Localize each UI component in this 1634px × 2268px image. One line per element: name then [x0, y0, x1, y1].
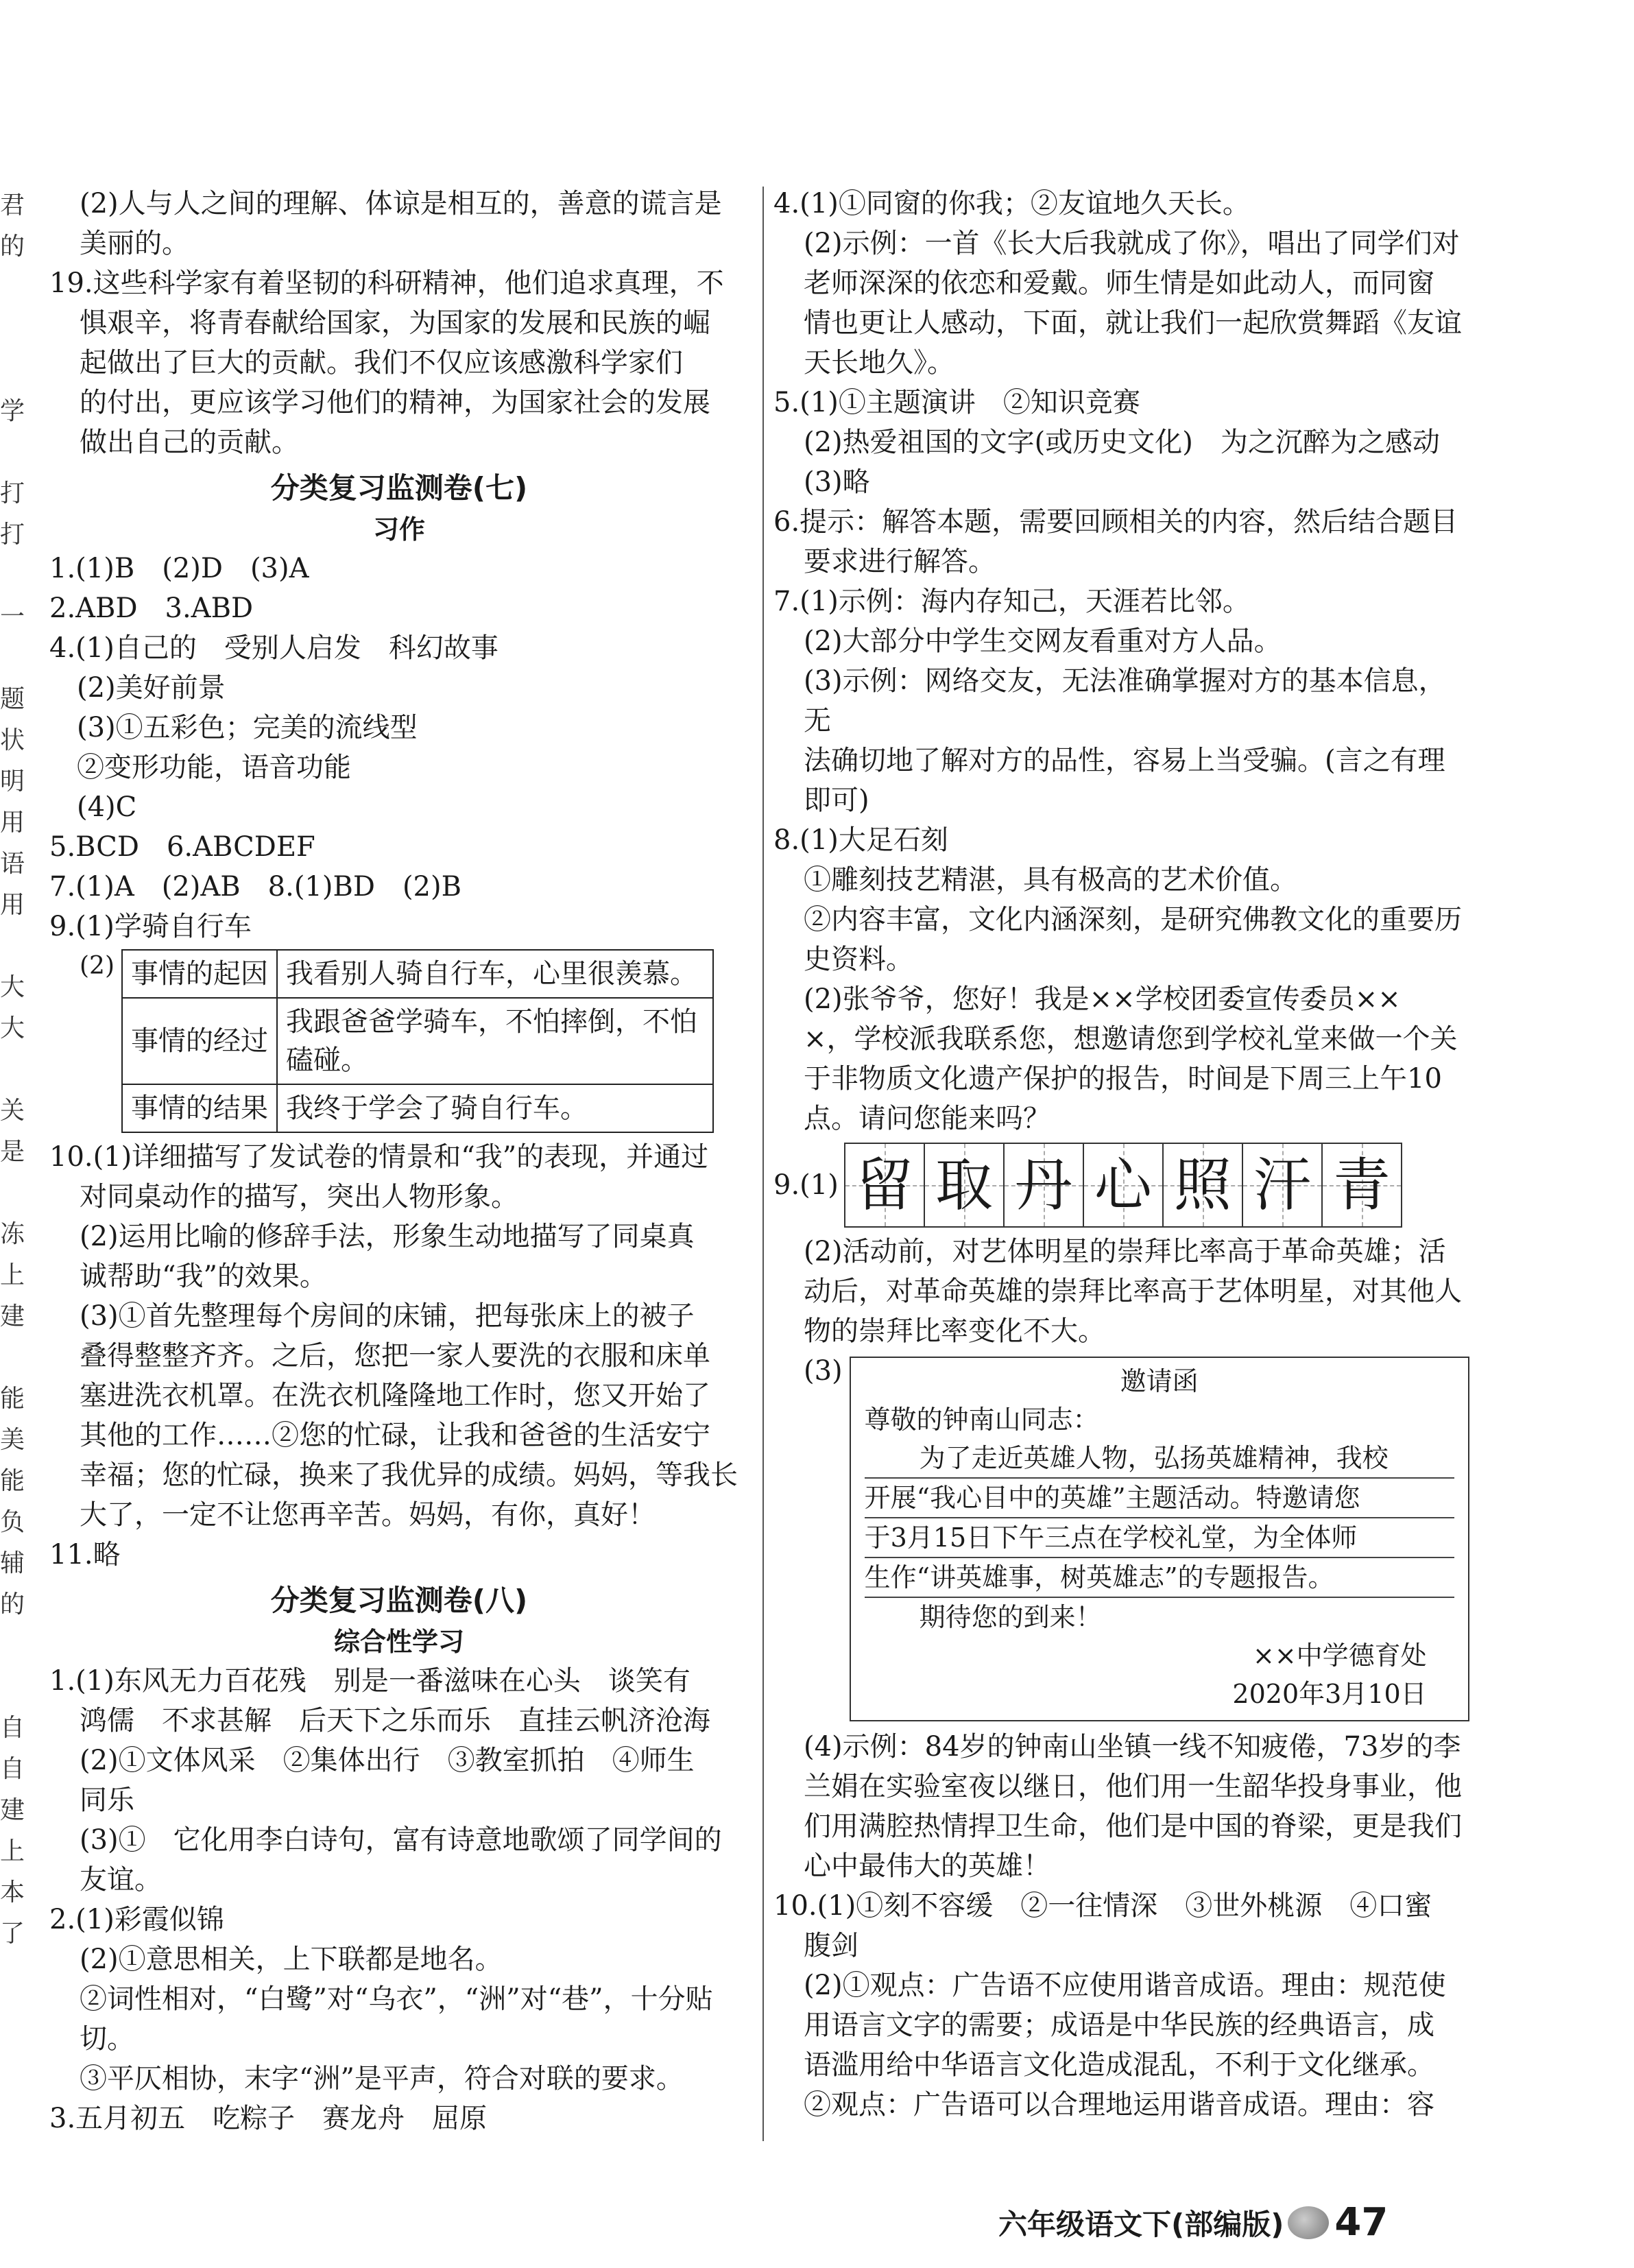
gutter-char: 上: [0, 1261, 25, 1289]
q9-prefix: 9.(1): [773, 1169, 839, 1201]
gutter-char: 冻: [0, 1220, 25, 1248]
text-line: 1.(1)东风无力百花残 别是一番滋味在心头 谈笑有: [49, 1665, 690, 1697]
text-line: 物的崇拜比率变化不大。: [804, 1315, 1105, 1347]
text-line: ③平仄相协，末字“洲”是平声，符合对联的要求。: [80, 2063, 684, 2094]
table-cell-value: 我看别人骑自行车，心里很羡慕。: [277, 950, 713, 998]
text-line: 法确切地了解对方的品性，容易上当受骗。(言之有理: [804, 745, 1445, 776]
text-line: ②变形功能，语音功能: [49, 752, 351, 783]
text-line: 11.略: [49, 1539, 121, 1571]
left-column: [49, 184, 749, 2138]
text-line: (2)美好前景: [49, 672, 226, 704]
table-cell-key: 事情的经过: [122, 998, 277, 1084]
table-cell-key: 事情的结果: [122, 1084, 277, 1132]
text-line: 7.(1)A (2)AB 8.(1)BD (2)B: [49, 871, 461, 903]
letter-line: 生作“讲英雄事，树英雄志”的专题报告。: [865, 1558, 1454, 1598]
text-line: 做出自己的贡献。: [80, 427, 299, 458]
gutter-char: 负: [0, 1508, 25, 1536]
gutter-char: 辅: [0, 1549, 25, 1577]
gutter-char: 打: [0, 521, 25, 549]
section-7-title: 分类复习监测卷(七): [270, 471, 528, 505]
gutter-char: 的: [0, 232, 25, 261]
gutter-char: 大: [0, 973, 25, 1001]
gutter-char: 关: [0, 1097, 25, 1125]
gutter-char: [0, 1625, 34, 1667]
letter-greeting: 尊敬的钟南山同志：: [864, 1405, 1099, 1435]
publisher-logo-icon: [1288, 2206, 1329, 2239]
text-line: 9.(1)学骑自行车: [49, 911, 252, 942]
gutter-char: [0, 432, 34, 473]
text-line: ②观点：广告语可以合理地运用谐音成语。理由：容: [804, 2089, 1434, 2121]
text-line: 10.(1)①刻不容缓 ②一往情深 ③世外桃源 ④口蜜: [773, 1890, 1432, 1922]
text-line: 心中最伟大的英雄！: [804, 1850, 1050, 1882]
text-line: 动后，对革命英雄的崇拜比率高于艺体明星，对其他人: [804, 1276, 1462, 1307]
gutter-char: [0, 556, 34, 597]
text-line: ②词性相对，“白鹭”对“乌衣”，“洲”对“巷”，十分贴切。: [80, 1983, 713, 2055]
gutter-char: 学: [0, 397, 25, 425]
table-cell-value: 我终于学会了骑自行车。: [277, 1084, 713, 1132]
text-line: 史资料。: [804, 944, 913, 975]
grid-char: 取: [935, 1151, 993, 1219]
text-line: 5.(1)①主题演讲 ②知识竞赛: [773, 387, 1140, 418]
grid-cell: [925, 1144, 1005, 1226]
letter-sender: ××中学德育处: [1252, 1640, 1427, 1671]
gutter-char: 状: [0, 726, 25, 754]
gutter-text: [0, 185, 34, 1955]
letter-line: 于3月15日下午三点在学校礼堂，为全体师: [865, 1518, 1454, 1558]
table-row: [122, 1084, 713, 1132]
text-line: (3)①五彩色；完美的流线型: [49, 712, 418, 743]
text-line: 美丽的。: [80, 228, 189, 259]
page-footer: [998, 2200, 1388, 2245]
gutter-char: 的: [0, 1590, 25, 1619]
gutter-char: 能: [0, 1385, 25, 1413]
footer-label: 六年级语文下(部编版): [998, 2207, 1284, 2241]
text-line: 19.这些科学家有着坚韧的科研精神，他们追求真理，不: [49, 267, 724, 299]
gutter-char: 建: [0, 1796, 25, 1824]
text-line: (2)①意思相关，上下联都是地名。: [80, 1944, 503, 1975]
section-7-subtitle: 习作: [372, 514, 425, 545]
table-row: [122, 950, 713, 998]
section-8-subtitle: 综合性学习: [333, 1627, 464, 1657]
event-table: [121, 949, 714, 1133]
text-line: (2)大部分中学生交网友看重对方人品。: [804, 625, 1282, 657]
gutter-char: 大: [0, 1014, 25, 1042]
text-line: 天长地久》。: [804, 347, 954, 379]
text-line: 4.(1)自己的 受别人启发 科幻故事: [49, 632, 498, 664]
section-8-title: 分类复习监测卷(八): [270, 1584, 528, 1617]
letter-title: 邀请函: [1120, 1366, 1199, 1396]
letter-closing: 期待您的到来！: [919, 1602, 1102, 1632]
letter-block: [773, 1351, 1473, 1727]
grid-char: 丹: [1014, 1151, 1072, 1219]
text-line: 于非物质文化遗产保护的报告，时间是下周三上午10: [804, 1063, 1442, 1095]
column-divider: [762, 187, 764, 2141]
gutter-char: 打: [0, 479, 25, 508]
grid-char: 照: [1173, 1151, 1231, 1219]
gutter-char: 能: [0, 1467, 25, 1495]
gutter-char: 题: [0, 685, 25, 713]
gutter-char: [0, 350, 34, 391]
gutter-char: 了: [0, 1920, 25, 1948]
right-column: [773, 184, 1473, 2125]
table-prefix: (2): [80, 952, 115, 980]
character-grid: [844, 1143, 1402, 1228]
text-line: (2)①文体风采 ②集体出行 ③教室抓拍 ④师生: [80, 1745, 695, 1776]
text-line: 2.(1)彩霞似锦: [49, 1904, 224, 1935]
text-line: 8.(1)大足石刻: [773, 824, 948, 856]
letter-date: 2020年3月10日: [1232, 1679, 1427, 1709]
letter-prefix: (3): [804, 1355, 843, 1387]
grid-char: 心: [1094, 1151, 1152, 1219]
text-line: 7.(1)示例：海内存知己，天涯若比邻。: [773, 586, 1250, 617]
text-line: (4)C: [49, 791, 137, 823]
table-row: [122, 998, 713, 1084]
gutter-char: 美: [0, 1426, 25, 1454]
text-line: 同乐: [80, 1784, 134, 1816]
text-line: (2)张爷爷，您好！我是××学校团委宣传委员××: [804, 983, 1401, 1015]
text-line: ②内容丰富，文化内涵深刻，是研究佛教文化的重要历: [804, 904, 1462, 935]
gutter-char: 一: [0, 603, 25, 631]
gutter-char: 语: [0, 850, 25, 878]
text-line: 友谊。: [80, 1864, 162, 1896]
text-line: (2)①观点：广告语不应使用谐音成语。理由：规范使: [804, 1970, 1446, 2001]
grid-cell: [1243, 1144, 1323, 1226]
grid-char: 留: [855, 1151, 913, 1219]
text-line: 兰娟在实验室夜以继日，他们用一生韶华投身事业，他: [804, 1771, 1462, 1802]
text-line: 腹剑: [804, 1930, 858, 1961]
event-table-block: [49, 946, 749, 1137]
text-line: 起做出了巨大的贡献。我们不仅应该感激科学家们: [80, 347, 683, 379]
text-line: 其他的工作……②您的忙碌，让我和爸爸的生活安宁: [80, 1420, 710, 1451]
grid-char: 汗: [1253, 1151, 1311, 1219]
gutter-char: [0, 1049, 34, 1090]
page-number: 47: [1334, 2200, 1389, 2245]
text-line: ×，学校派我联系您，想邀请您到学校礼堂来做一个关: [804, 1023, 1458, 1055]
text-line: (2)热爱祖国的文字(或历史文化) 为之沉醉为之感动: [804, 427, 1440, 458]
gutter-char: [0, 638, 34, 679]
gutter-char: [0, 1667, 34, 1708]
text-line: 幸福；您的忙碌，换来了我优异的成绩。妈妈，等我长: [80, 1459, 738, 1491]
text-line: 5.BCD 6.ABCDEF: [49, 831, 315, 863]
grid-cell: [1323, 1144, 1401, 1226]
gutter-char: 用: [0, 891, 25, 919]
text-line: (2)活动前，对艺体明星的崇拜比率高于革命英雄；活: [804, 1236, 1446, 1267]
text-line: 语滥用给中华语言文化造成混乱，不利于文化继承。: [804, 2049, 1434, 2081]
letter-line: 开展“我心目中的英雄”主题活动。特邀请您: [865, 1479, 1454, 1518]
grid-cell: [1005, 1144, 1084, 1226]
text-line: (2)运用比喻的修辞手法，形象生动地描写了同桌真: [80, 1221, 695, 1252]
gutter-char: [0, 267, 34, 309]
text-line: (2)人与人之间的理解、体谅是相互的，善意的谎言是: [80, 188, 722, 219]
text-line: 鸿儒 不求甚解 后天下之乐而乐 直挂云帆济沧海: [80, 1705, 710, 1736]
text-line: 4.(1)①同窗的你我；②友谊地久天长。: [773, 188, 1250, 219]
text-line: 大了，一定不让您再辛苦。妈妈，有你，真好！: [80, 1499, 656, 1531]
text-line: (2)示例：一首《长大后我就成了你》，唱出了同学们对: [804, 228, 1460, 259]
text-line: (3)略: [804, 466, 870, 498]
text-line: 10.(1)详细描写了发试卷的情景和“我”的表现，并通过: [49, 1141, 709, 1173]
text-line: 即可): [804, 785, 869, 816]
text-line: 的付出，更应该学习他们的精神，为国家社会的发展: [80, 387, 710, 418]
grid-cell: [1164, 1144, 1243, 1226]
gutter-char: [0, 1337, 34, 1378]
grid-cell: [1084, 1144, 1164, 1226]
text-line: 6.提示：解答本题，需要回顾相关的内容，然后结合题目: [773, 506, 1458, 538]
gutter-char: 明: [0, 767, 25, 796]
gutter-char: [0, 309, 34, 350]
text-line: 老师深深的依恋和爱戴。师生情是如此动人，而同窗: [804, 267, 1434, 299]
text-line: 要求进行解答。: [804, 546, 996, 577]
text-line: 叠得整整齐齐。之后，您把一家人要洗的衣服和床单: [80, 1340, 710, 1372]
gutter-char: 上: [0, 1837, 25, 1865]
text-line: 对同桌动作的描写，突出人物形象。: [80, 1181, 518, 1213]
grid-char: 青: [1332, 1151, 1391, 1219]
gutter-char: 建: [0, 1302, 25, 1330]
text-line: 塞进洗衣机罩。在洗衣机隆隆地工作时，您又开始了: [80, 1380, 710, 1411]
gutter-char: 是: [0, 1138, 25, 1166]
q9-row: [773, 1143, 1473, 1228]
letter-line: 为了走近英雄人物，弘扬英雄精神，我校: [865, 1439, 1454, 1479]
grid-cell: [845, 1144, 925, 1226]
gutter-char: 君: [0, 191, 25, 219]
text-line: 用语言文字的需要；成语是中华民族的经典语言，成: [804, 2009, 1434, 2041]
text-line: 2.ABD 3.ABD: [49, 593, 254, 624]
text-line: 情也更让人感动，下面，就让我们一起欣赏舞蹈《友谊: [804, 307, 1462, 339]
table-cell-value: 我跟爸爸学骑车，不怕摔倒，不怕磕碰。: [277, 998, 713, 1084]
text-line: 诚帮助“我”的效果。: [80, 1261, 327, 1292]
text-line: (3)① 它化用李白诗句，富有诗意地歌颂了同学间的: [80, 1824, 722, 1856]
invitation-letter: [850, 1357, 1469, 1721]
text-line: 3.五月初五 吃粽子 赛龙舟 屈原: [49, 2103, 488, 2134]
text-line: 们用满腔热情捍卫生命，他们是中国的脊梁，更是我们: [804, 1811, 1462, 1842]
text-line: 惧艰辛，将青春献给国家，为国家的发展和民族的崛: [80, 307, 710, 339]
text-line: ①雕刻技艺精湛，具有极高的艺术价值。: [804, 864, 1297, 896]
gutter-char: [0, 1173, 34, 1214]
text-line: (3)示例：网络交友，无法准确掌握对方的基本信息，无: [804, 665, 1446, 737]
text-line: (3)①首先整理每个房间的床铺，把每张床上的被子: [80, 1300, 695, 1332]
gutter-char: 本: [0, 1878, 25, 1907]
gutter-char: [0, 926, 34, 967]
text-line: (4)示例：84岁的钟南山坐镇一线不知疲倦，73岁的李: [804, 1731, 1461, 1763]
text-line: 点。请问您能来吗？: [804, 1103, 1050, 1134]
table-cell-key: 事情的起因: [122, 950, 277, 998]
gutter-char: 用: [0, 809, 25, 837]
text-line: 1.(1)B (2)D (3)A: [49, 553, 309, 584]
gutter-char: 自: [0, 1714, 25, 1742]
gutter-char: 自: [0, 1755, 25, 1783]
